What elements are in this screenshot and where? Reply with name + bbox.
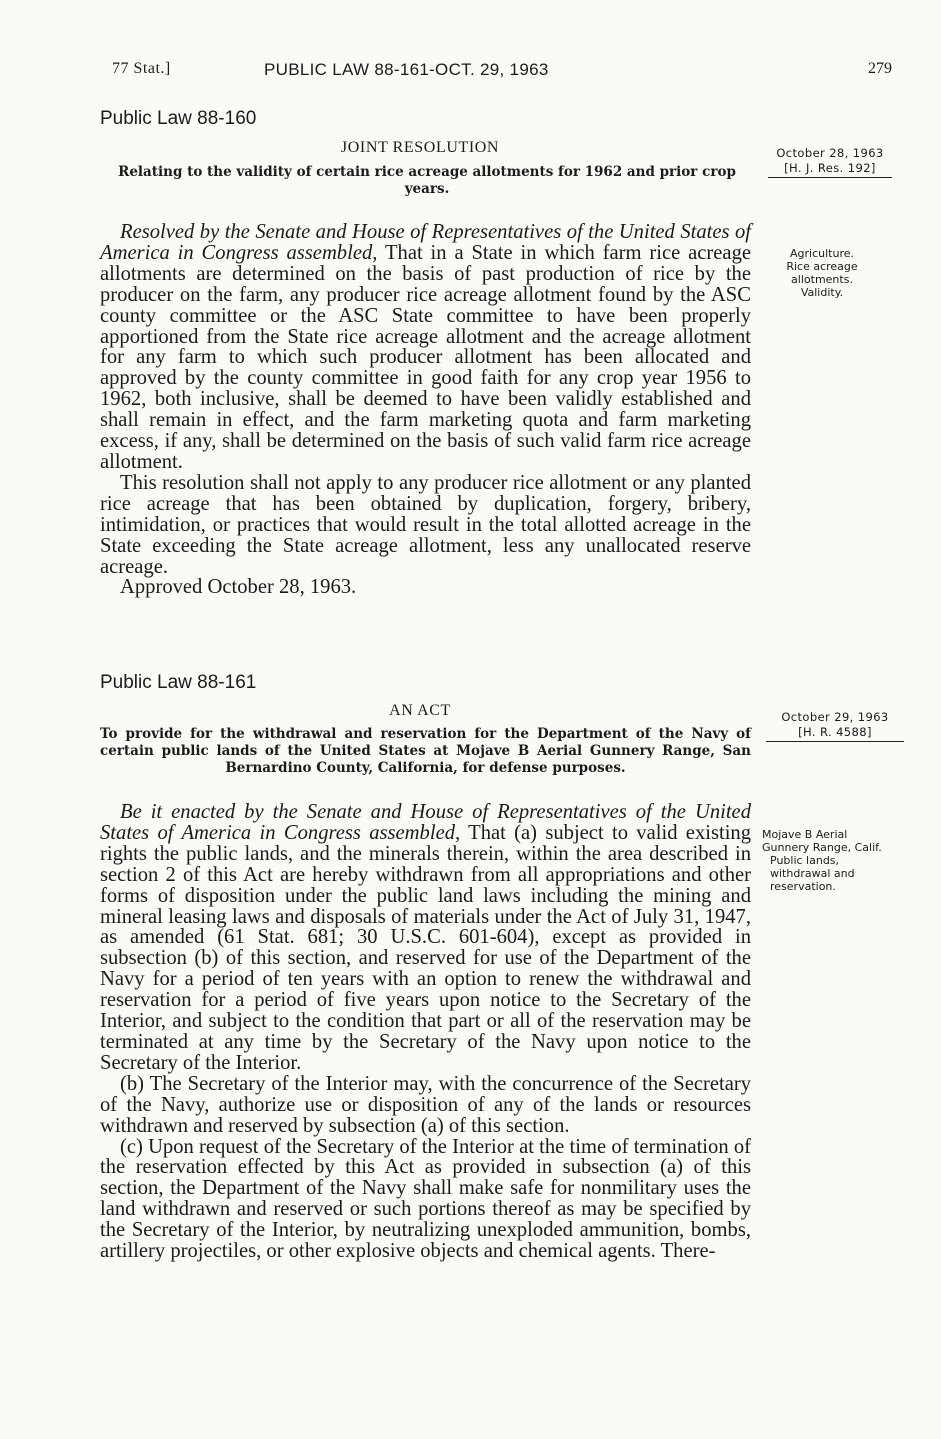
law-160-margin-notes xyxy=(762,247,882,299)
law-161-type: AN ACT xyxy=(389,702,451,719)
law-160-date: October 28, 1963 xyxy=(776,146,884,160)
law-161-body xyxy=(100,802,751,1262)
law-161-reference: [H. R. 4588] xyxy=(766,725,904,742)
law-161-para-c: (c) Upon request of the Secretary of the Interior at the time of termination of the reservation effected by this Act as provided in subsection (a) of this section, the Department of the Navy shall make safe for nonmilitary uses the land withdrawn and reserved or such portions thereof as may be specified by the Secretary of the Interior, by neutralizing unexploded ammunition, bombs, artillery projectiles, or other explosive objects and chemical agents. There- xyxy=(100,1135,751,1263)
running-header xyxy=(0,60,941,90)
law-161-para-a: That (a) subject to valid existing rights the public lands, and the minerals therein, within the area described in section 2 of this Act are hereby withdrawn from all appropriations and other forms of disposition under the public land laws including the mining and mineral leasing laws and disposals of materials under the Act of July 31, 1947, as amended (61 Stat. 681; 30 U.S.C. 601-604), except as provided in subsection (b) of this section, and reserved for use of the Department of the Navy for a period of ten years with an option to renew the withdrawal and reservation for a period of five years upon notice to the Secretary of the Interior, and subject to the condition that part or all of the reservation may be terminated at any time by the Secretary of the Navy upon notice to the Secretary of the Interior. xyxy=(100,821,752,1074)
law-161-enacting-clause: Be it enacted by the Senate and House of Representatives of the United States of America in Congress assembled, xyxy=(100,801,751,844)
law-160-approved: Approved October 28, 1963. xyxy=(120,576,357,599)
law-161-date: October 29, 1963 xyxy=(781,710,889,724)
margin-note-rice-acreage: Rice acreage allotments. xyxy=(786,260,858,286)
law-160-para-2: This resolution shall not apply to any producer rice allotment or any planted rice acreage that has been obtained by duplication, forgery, bribery, intimidation, or practices that would result in the total allotted acreage in the State exceeding the State acreage allotment, less any unallocated reserve acreage. xyxy=(100,471,751,578)
margin-note-public-lands: Public lands, withdrawal and reservation. xyxy=(770,854,855,893)
law-160-date-note xyxy=(768,146,892,178)
margin-note-validity: Validity. xyxy=(800,286,844,299)
law-160-title: Public Law 88-160 xyxy=(100,108,257,129)
law-160-reference: [H. J. Res. 192] xyxy=(768,161,892,178)
margin-note-mojave: Mojave B Aerial Gunnery Range, Calif. xyxy=(762,828,882,854)
volume-label: 77 Stat.] xyxy=(112,60,171,77)
law-161-description: To provide for the withdrawal and reservation for the Department of the Navy of certain public lands of the United States at Mojave B Aerial Gunnery Range, San Bernardino County, California, for defense purposes. xyxy=(100,726,751,776)
running-title: PUBLIC LAW 88-161-OCT. 29, 1963 xyxy=(264,60,549,79)
law-161-margin-notes xyxy=(762,828,897,893)
margin-note-agriculture: Agriculture. xyxy=(790,247,854,260)
law-161-para-b: (b) The Secretary of the Interior may, with the concurrence of the Secretary of the Navy, authorize use or disposition of any of the lands or resources withdrawn and reserved by subsection (a) of this section. xyxy=(100,1072,751,1137)
law-161-title: Public Law 88-161 xyxy=(100,672,257,693)
law-160-type: JOINT RESOLUTION xyxy=(340,139,500,156)
law-161-date-note xyxy=(766,710,904,742)
law-160-description: Relating to the validity of certain rice acreage allotments for 1962 and prior crop years. xyxy=(118,164,736,197)
law-160-enacting-clause: Resolved by the Senate and House of Representatives of the United States of America in Congress assembled, xyxy=(100,221,751,264)
law-160-body xyxy=(100,222,751,598)
page-number: 279 xyxy=(868,60,892,77)
law-160-para-1: That in a State in which farm rice acreage allotments are determined on the basis of past production of rice by the producer on the farm, any producer rice acreage allotment found by the ASC county committee or the ASC State committee to have been properly apportioned from the State rice acreage allotment and the acreage allotment for any farm to which such producer allotment has been allocated and approved by the county committee in good faith for any crop year 1956 to 1962, both inclusive, shall be deemed to have been validly established and shall remain in effect, and the farm marketing quota and farm marketing excess, if any, shall be determined on the basis of such valid farm rice acreage allotment. xyxy=(100,241,752,473)
